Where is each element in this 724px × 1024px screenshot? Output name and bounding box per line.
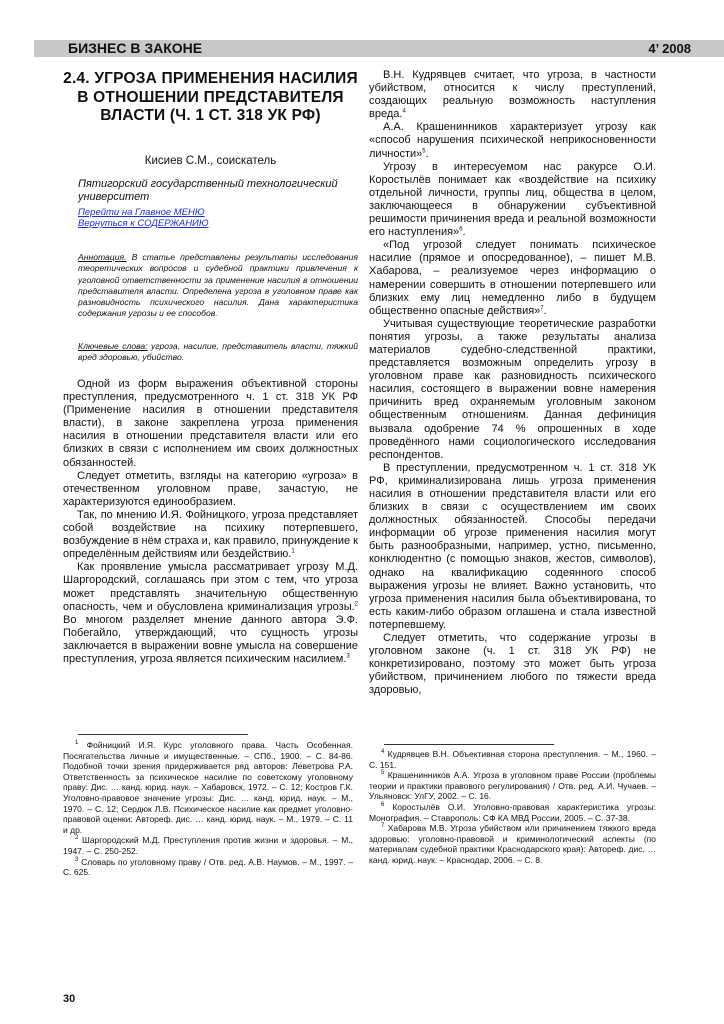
link-contents[interactable]: Вернуться к СОДЕРЖАНИЮ (78, 218, 209, 229)
footnote-separator (384, 744, 554, 745)
issue-number: 4’ 2008 (648, 41, 691, 56)
footnote-ref: 5 (422, 147, 426, 154)
keywords-text: угроза, насилие, представитель власти, тяжкий вред здоровью, убийство. (78, 341, 359, 363)
footnote-ref: 4 (402, 108, 406, 115)
footnote: $^4$ Кудрявцев В.Н. Объективная сторона преступления. – М., 1960. – С. 151. (369, 749, 656, 770)
right-column-body (369, 69, 656, 698)
footnote-separator (78, 734, 248, 735)
footnote: $^2$ Шаргородский М.Д. Преступления против жизни и здоровья. – М., 1947. – С. 250-252. (63, 835, 353, 856)
footnote-ref: 7 (540, 305, 544, 312)
footnote-ref: 2 (354, 600, 358, 607)
footnote: $^3$ Словарь по уголовному праву / Отв. ред. А.В. Наумов. – М., 1997. – С. 625. (63, 856, 353, 878)
footnote-ref: 3 (346, 653, 350, 660)
keywords-label: Ключевые слова: (78, 341, 148, 351)
link-main-menu[interactable]: Перейти на Главное МЕНЮ (78, 207, 205, 218)
left-column-body (63, 378, 358, 666)
paragraph: Как проявление умысла рассматривает угрозу М.Д. Шаргородский, соглашаясь при этом с тем, что угроза может представлять значительную общественную опасность, чем и обусловлена криминализация угрозы.$^2$ Во многом разделяет мнение данного автора Э.Ф. Побегайло, утверждающий, что сущность угрозы заключается в выражении вовне умысла на совершение преступления, угроза является психическим насилием.$^3$ (63, 561, 358, 665)
abstract-label: Аннотация. (78, 252, 127, 262)
page-number: 30 (63, 993, 76, 1005)
left-footnotes (63, 740, 353, 878)
paragraph: В преступлении, предусмотренном ч. 1 ст. 318 УК РФ, криминализирована лишь угроза применения насилия в отношении представителя власти или его близких в связи с осуществлением им своих должностных обязанностей. Способы передачи информации об угрозе применения насилия могут быть разнообразными, например, устно, письменно, конклюдентно (с помощью знаков, жестов, символов), однако на квалификацию содеянного способ выражения угрозы не влияет. Важно установить, что угроза применения насилия была объективирована, то есть каким-либо образом оглашена и стала известной потерпевшему. (369, 461, 656, 631)
paragraph: «Под угрозой следует понимать психическое насилие (прямое и опосредованное), – пишет М.В. Хабарова, – реализуемое через информацию о намерении совершить в отношении потерпевшего или близких ему лиц немедленно либо в будущем общественно опасные действия»$^7$. (369, 239, 656, 317)
author-affiliation: Пятигорский государственный технологический университет (78, 178, 338, 203)
abstract (78, 252, 358, 320)
article-title: 2.4. УГРОЗА ПРИМЕНЕНИЯ НАСИЛИЯ В ОТНОШЕНИИ ПРЕДСТАВИТЕЛЯ ВЛАСТИ (Ч. 1 СТ. 318 УК РФ) (63, 70, 358, 124)
paragraph: Учитывая существующие теоретические разработки понятия угрозы, а также результаты анализа материалов судебно-следственной практики, представляется возможным определить угрозу в уголовном праве как разновидность психического насилия, состоящего в выражении вовне намерения причинить вред охраняемым уголовным законом общественным отношениям. Данная дефиниция вызвала одобрение 74 % опрошенных в ходе проведённого нами социологического исследования респондентов. (369, 317, 656, 461)
paragraph: Так, по мнению И.Я. Фойницкого, угроза представляет собой воздействие на психику потерпевшего, возбуждение в нём страха и, как правило, принуждение к определённым действиям или бездействию.$^1$ (63, 508, 358, 561)
paragraph: Угрозу в интересуемом нас ракурсе О.И. Коростылёв понимает как «воздействие на психику отдельной личности, группы лиц, общества в целом, заключающееся в обнаружении субъективной решимости причинения вреда и реальной возможности его наступления»$^6$. (369, 160, 656, 239)
footnote: $^7$ Хабарова М.В. Угроза убийством или причинением тяжкого вреда здоровью: уголовно-правовой и криминологический аспекты (по материалам судебной практики Краснодарского края): Автореф. дис. … канд. юрид. наук. – Краснодар, 2006. – С. 8. (369, 823, 656, 865)
footnote-ref: 1 (291, 548, 295, 555)
paragraph: Следует отметить, что содержание угрозы в уголовном законе (ч. 1 ст. 318 УК РФ) не конкретизировано, поэтому это может быть угроза убийством, причинением любого по тяжести вреда здоровью, (369, 632, 656, 697)
footnote: $^1$ Фойницкий И.Я. Курс уголовного права. Часть Особенная. Посягательства личные и имущественные. – СПб., 1900. – С. 84-86. Подобной точки зрения придерживается ряд авторов: Леветрова Р.А. Ответственность за психическое насилие по советскому уголовному праву: Дис. … канд. юрид. наук. – Хабаровск, 1972. – С. 12; Костров Г.К. Уголовно-правовое значение угрозы: Дис. … канд. юрид. наук. – М., 1970. – С. 12; Сердюк Л.В. Психическое насилие как предмет уголовно-правовой оценки: Автореф. дис. … канд. юрид. наук. – М., 1979. – С. 11 и др. (63, 740, 353, 835)
footnote: $^6$ Коростылёв О.И. Уголовно-правовая характеристика угрозы: Монография. – Ставрополь: СФ КА МВД России, 2005. – С. 37-38. (369, 801, 656, 823)
footnote-ref: 6 (459, 226, 463, 233)
paragraph: Одной из форм выражения объективной стороны преступления, предусмотренного ч. 1 ст. 318 УК РФ (Применение насилия в отношении представителя власти), в законе закреплена угроза применения насилия в отношении представителя власти или его близких в связи с исполнением им своих должностных обязанностей. (63, 378, 358, 469)
paragraph: В.Н. Кудрявцев считает, что угроза, в частности убийством, относится к числу преступлений, создающих реальную возможность наступления вреда.$^4$ (369, 69, 656, 121)
journal-header-bar (34, 40, 724, 57)
paragraph: Следует отметить, взгляды на категорию «угроза» в отечественном уголовном праве, зачастую, не характеризуются единообразием. (63, 469, 358, 508)
paragraph: А.А. Крашенинников характеризует угрозу как «способ нарушения психической неприкосновенности личности»$^5$. (369, 121, 656, 160)
article-author: Кисиев С.М., соискатель (144, 155, 277, 167)
footnote: $^5$ Крашенинников А.А. Угроза в уголовном праве России (проблемы теории и практики правового регулирования) / Отв. ред. А.И. Чучаев. – Ульяновск: УлГУ, 2002. – С. 16. (369, 770, 656, 802)
right-footnotes (369, 749, 656, 866)
navigation-links (78, 207, 209, 229)
keywords (78, 341, 358, 364)
journal-title: БИЗНЕС В ЗАКОНЕ (68, 40, 203, 56)
abstract-text: В статье представлены результаты исследования теоретических вопросов и судебной практики привлечения к уголовной ответственности за применение насилия в отношении представителя власти. Определена угроза в уголовном праве как разновидность психического насилия. Дана характеристика содержания угрозы и ее способов. (78, 252, 358, 319)
